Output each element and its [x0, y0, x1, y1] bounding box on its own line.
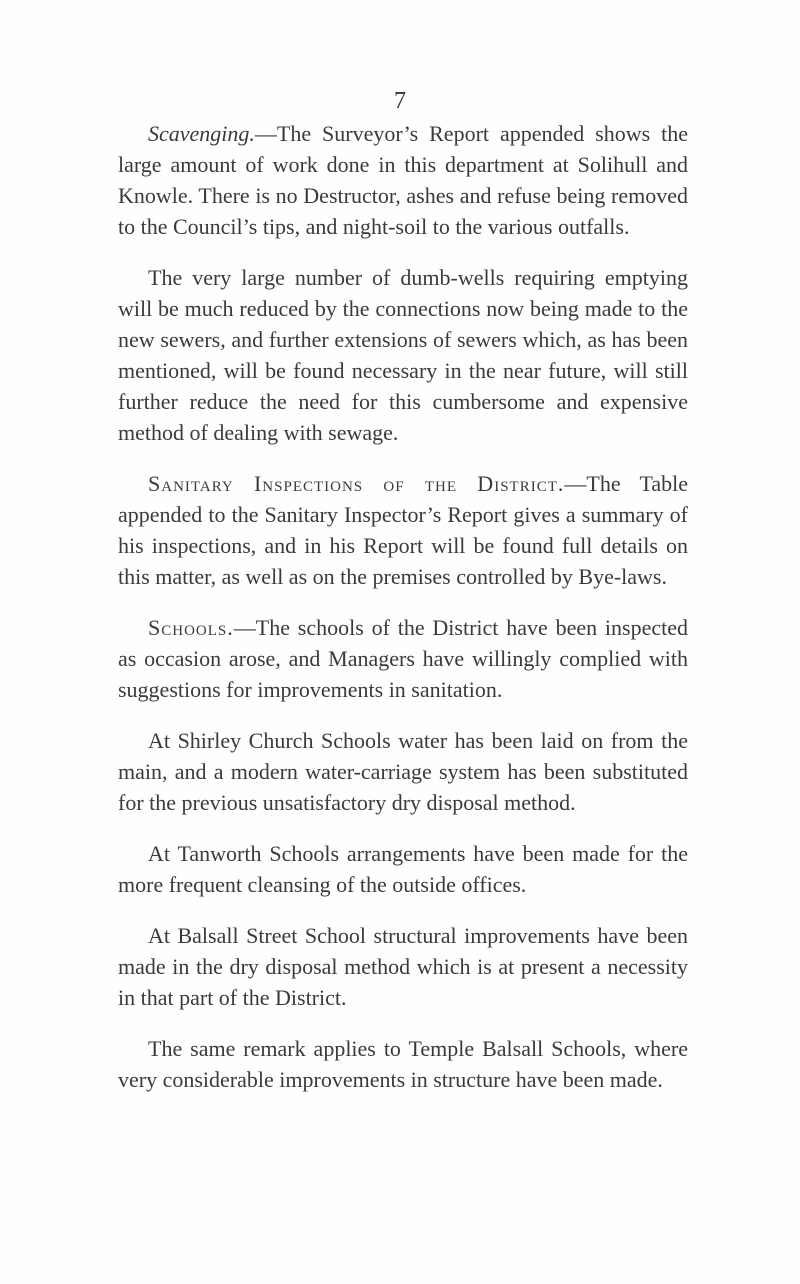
paragraph-scavenging	[118, 118, 688, 242]
paragraph-body: —The schools of the District have been inspected as occasion arose, and Managers have willingly complied with suggestions for improvements in sanitation.	[118, 615, 688, 702]
paragraph-shirley-church	[118, 725, 688, 818]
paragraph-body: —The Table appended to the Sanitary Inspector’s Report gives a summary of his inspections, and in his Report will be found full details on this matter, as well as on the premises controlled by Bye-laws.	[118, 471, 688, 589]
paragraph-body: At Tanworth Schools arrangements have been made for the more frequent cleansing of the outside offices.	[118, 841, 688, 897]
paragraph-body: The same remark applies to Temple Balsall Schools, where very considerable improvements in structure have been made.	[118, 1036, 688, 1092]
paragraph-body: The very large number of dumb-wells requiring emptying will be much reduced by the connections now being made to the new sewers, and further extensions of sewers which, as has been mentioned, will be found necessary in the near future, will still further reduce the need for this cumbersome and expensive method of dealing with sewage.	[118, 265, 688, 445]
paragraph-sanitary-inspections	[118, 468, 688, 592]
paragraph-schools	[118, 612, 688, 705]
page-number: 7	[394, 88, 406, 114]
paragraph-body: At Shirley Church Schools water has been laid on from the main, and a modern water-carriage system has been substituted for the previous unsatisfactory dry disposal method.	[118, 728, 688, 815]
paragraph-balsall-street	[118, 920, 688, 1013]
paragraph-heading: Sanitary Inspections of the District.	[148, 471, 565, 496]
paragraph-heading: Scavenging.	[148, 121, 255, 146]
paragraph-heading: Schools.	[148, 615, 234, 640]
paragraph-dumb-wells	[118, 262, 688, 448]
paragraph-tanworth	[118, 838, 688, 900]
paragraph-temple-balsall	[118, 1033, 688, 1095]
paragraph-body: —The Surveyor’s Report appended shows the large amount of work done in this department at Solihull and Knowle. There is no Destructor, ashes and refuse being removed to the Council’s tips, and night-soil to the various outfalls.	[118, 121, 688, 239]
paragraph-body: At Balsall Street School structural improvements have been made in the dry disposal method which is at present a necessity in that part of the District.	[118, 923, 688, 1010]
body-text	[118, 118, 688, 1115]
